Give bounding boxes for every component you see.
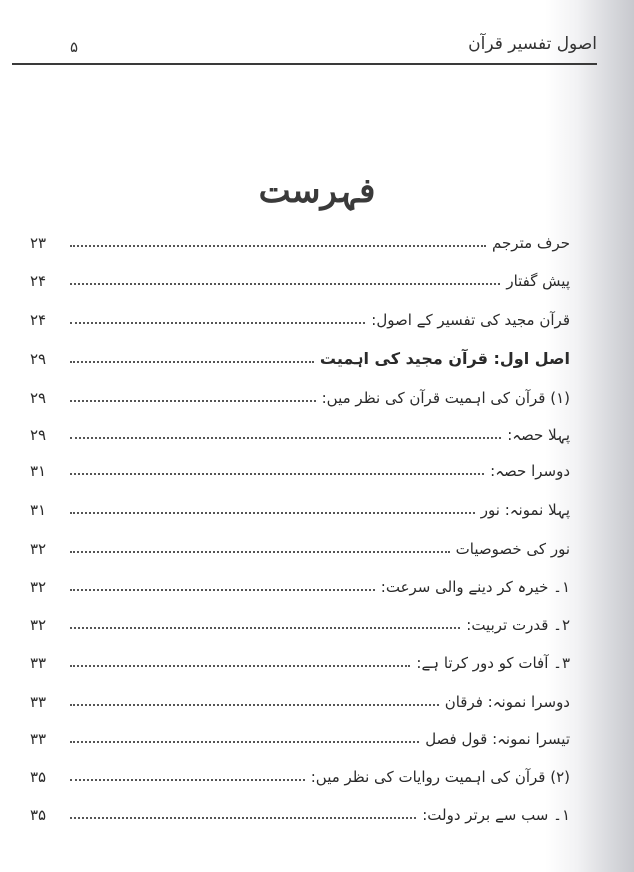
toc-entry-label: (۲) قرآن کی اہمیت روایات کی نظر میں: [310, 768, 570, 786]
toc-entry-label: پیش گفتار [506, 272, 570, 290]
toc-entry-page: ۳۳ [30, 693, 47, 711]
toc-entry-label: نور کی خصوصیات [455, 540, 570, 558]
toc-entry-page: ۳۱ [30, 501, 47, 519]
toc-entry-label: دوسرا نمونہ: فرقان [444, 693, 570, 711]
leader-dots [70, 550, 450, 553]
book-title: اصول تفسیر قرآن [468, 34, 597, 54]
toc-entry-page: ۳۲ [30, 540, 47, 558]
leader-dots [70, 282, 500, 285]
toc-entry-label: حرف مترجم [492, 234, 570, 252]
toc-entry-page: ۳۲ [30, 578, 47, 596]
header-rule [12, 63, 597, 65]
toc-entry-page: ۳۲ [30, 616, 47, 634]
leader-dots [70, 740, 419, 743]
leader-dots [70, 321, 365, 324]
toc-entry-page: ۲۴ [30, 311, 47, 329]
leader-dots [70, 778, 305, 781]
toc-entry-page: ۳۱ [30, 462, 47, 480]
leader-dots [70, 360, 314, 363]
toc-entry-label: ۲۔ قدرت تربیت: [466, 616, 570, 634]
toc-entry-label: ۱۔ سب سے برتر دولت: [422, 806, 570, 824]
toc-entry[interactable] [30, 305, 570, 329]
toc-entry-page: ۳۳ [30, 730, 47, 748]
toc-entry-page: ۳۵ [30, 806, 47, 824]
leader-dots [70, 399, 316, 402]
toc-entry-page: ۲۴ [30, 272, 47, 290]
page-title: فہرست [258, 171, 376, 211]
toc-entry[interactable] [30, 648, 570, 672]
toc-entry-label: (۱) قرآن کی اہمیت قرآن کی نظر میں: [321, 389, 570, 407]
leader-dots [70, 244, 486, 247]
toc-entry-label: ۳۔ آفات کو دور کرتا ہے: [416, 654, 570, 672]
toc-entry-label: تیسرا نمونہ: قول فصل [425, 730, 570, 748]
running-header [12, 30, 597, 64]
toc-entry[interactable] [30, 456, 570, 480]
leader-dots [70, 436, 501, 439]
toc-entry[interactable] [30, 687, 570, 711]
leader-dots [70, 703, 439, 706]
toc-entry-label: اصل اول: قرآن مجید کی اہمیت [319, 349, 570, 368]
leader-dots [70, 816, 416, 819]
toc-entry-page: ۳۳ [30, 654, 47, 672]
toc-entry[interactable] [30, 383, 570, 407]
toc-entry[interactable] [30, 534, 570, 558]
toc-entry[interactable] [30, 724, 570, 748]
leader-dots [70, 588, 375, 591]
toc-entry-label: قرآن مجید کی تفسیر کے اصول: [371, 311, 570, 329]
toc-entry-page: ۲۹ [30, 389, 47, 407]
toc-entry[interactable] [30, 572, 570, 596]
toc-entry[interactable] [30, 344, 570, 368]
toc-entry[interactable] [30, 610, 570, 634]
toc-entry-label: پہلا نمونہ: نور [480, 501, 570, 519]
toc-entry[interactable] [30, 495, 570, 519]
toc-entry[interactable] [30, 800, 570, 824]
toc-entry[interactable] [30, 228, 570, 252]
leader-dots [70, 626, 460, 629]
toc-entry-page: ۲۳ [30, 234, 47, 252]
toc-entry-page: ۲۹ [30, 350, 47, 368]
page-number: ۵ [70, 38, 79, 56]
toc-entry-label: ۱۔ خیرہ کر دینے والی سرعت: [380, 578, 570, 596]
toc-entry[interactable] [30, 420, 570, 444]
toc-entry-page: ۲۹ [30, 426, 47, 444]
toc-entry-page: ۳۵ [30, 768, 47, 786]
toc-entry[interactable] [30, 762, 570, 786]
leader-dots [70, 472, 484, 475]
toc-entry-label: دوسرا حصہ: [490, 462, 570, 480]
toc-entry-label: پہلا حصہ: [507, 426, 570, 444]
leader-dots [70, 511, 475, 514]
leader-dots [70, 664, 410, 667]
toc-entry[interactable] [30, 266, 570, 290]
